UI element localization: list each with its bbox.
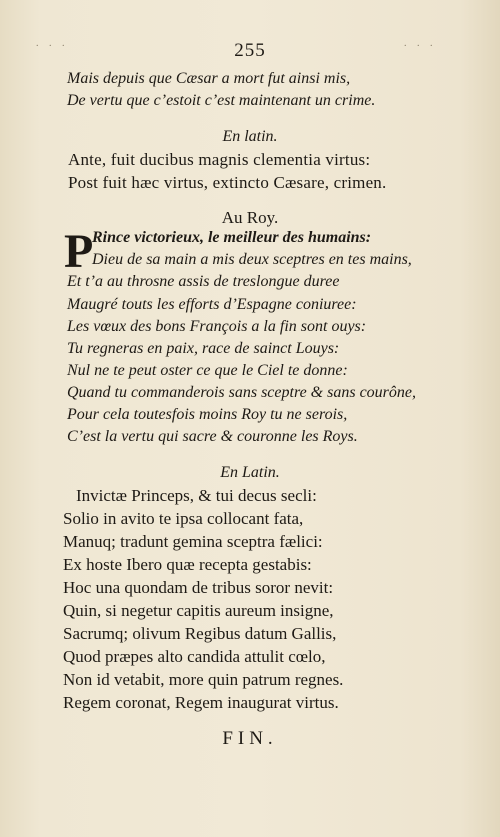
stanza1-line-1: Mais depuis que Cæsar a mort fut ainsi mis, [67, 70, 351, 87]
latin1-line-2: Post fuit hæc virtus, extincto Cæsare, crimen. [68, 173, 387, 192]
latin2-line-1: Invictæ Princeps, & tui decus secli: [76, 486, 317, 505]
poem-line-2: Dieu de sa main a mis deux sceptres en tes mains, [92, 251, 412, 268]
latin2-line-10: Regem coronat, Regem inaugurat virtus. [63, 693, 339, 712]
drop-cap-letter: P [64, 225, 94, 278]
latin2-line-6: Quin, si negetur capitis aureum insigne, [63, 601, 334, 620]
margin-specks: . . . [36, 38, 69, 49]
poem-line-6: Tu regneras en paix, race de sainct Louys: [67, 340, 340, 357]
poem-line-4: Maugré touts les efforts d’Espagne coniuree: [67, 296, 357, 313]
fin-label: FIN. [222, 728, 278, 749]
stanza1-line-2: De vertu que c’estoit c’est maintenant un crime. [67, 92, 376, 109]
poem-line-10: C’est la vertu qui sacre & couronne les Roys. [67, 428, 358, 445]
poem-line-5: Les vœux des bons François a la fin sont ouys: [67, 318, 367, 335]
latin1-line-1: Ante, fuit ducibus magnis clementia virtus: [68, 150, 371, 169]
latin2-line-5: Hoc una quondam de tribus soror nevit: [63, 578, 334, 597]
poem-line-1: Rince victorieux, le meilleur des humains: [92, 229, 372, 246]
heading-latin-2: En Latin. [220, 464, 280, 481]
heading-au-roy: Au Roy. [221, 208, 279, 227]
poem-line-3: Et t’a au throsne assis de treslongue duree [67, 273, 340, 290]
page-number: 255 [234, 40, 266, 61]
latin2-line-9: Non id vetabit, more quin patrum regnes. [63, 670, 344, 689]
latin2-line-3: Manuq; tradunt gemina sceptra fælici: [63, 532, 323, 551]
margin-specks: . . . [404, 38, 437, 49]
poem-line-8: Quand tu commanderois sans sceptre & sans courône, [67, 384, 417, 401]
latin2-line-8: Quod præpes alto candida attulit cœlo, [63, 647, 326, 666]
latin2-line-2: Solio in avito te ipsa collocant fata, [63, 509, 304, 528]
poem-line-9: Pour cela toutesfois moins Roy tu ne serois, [67, 406, 348, 423]
poem-line-7: Nul ne te peut oster ce que le Ciel te donne: [67, 362, 348, 379]
heading-latin-1: En latin. [222, 128, 278, 145]
latin2-line-4: Ex hoste Ibero quæ recepta gestabis: [63, 555, 312, 574]
latin2-line-7: Sacrumq; olivum Regibus datum Gallis, [63, 624, 337, 643]
